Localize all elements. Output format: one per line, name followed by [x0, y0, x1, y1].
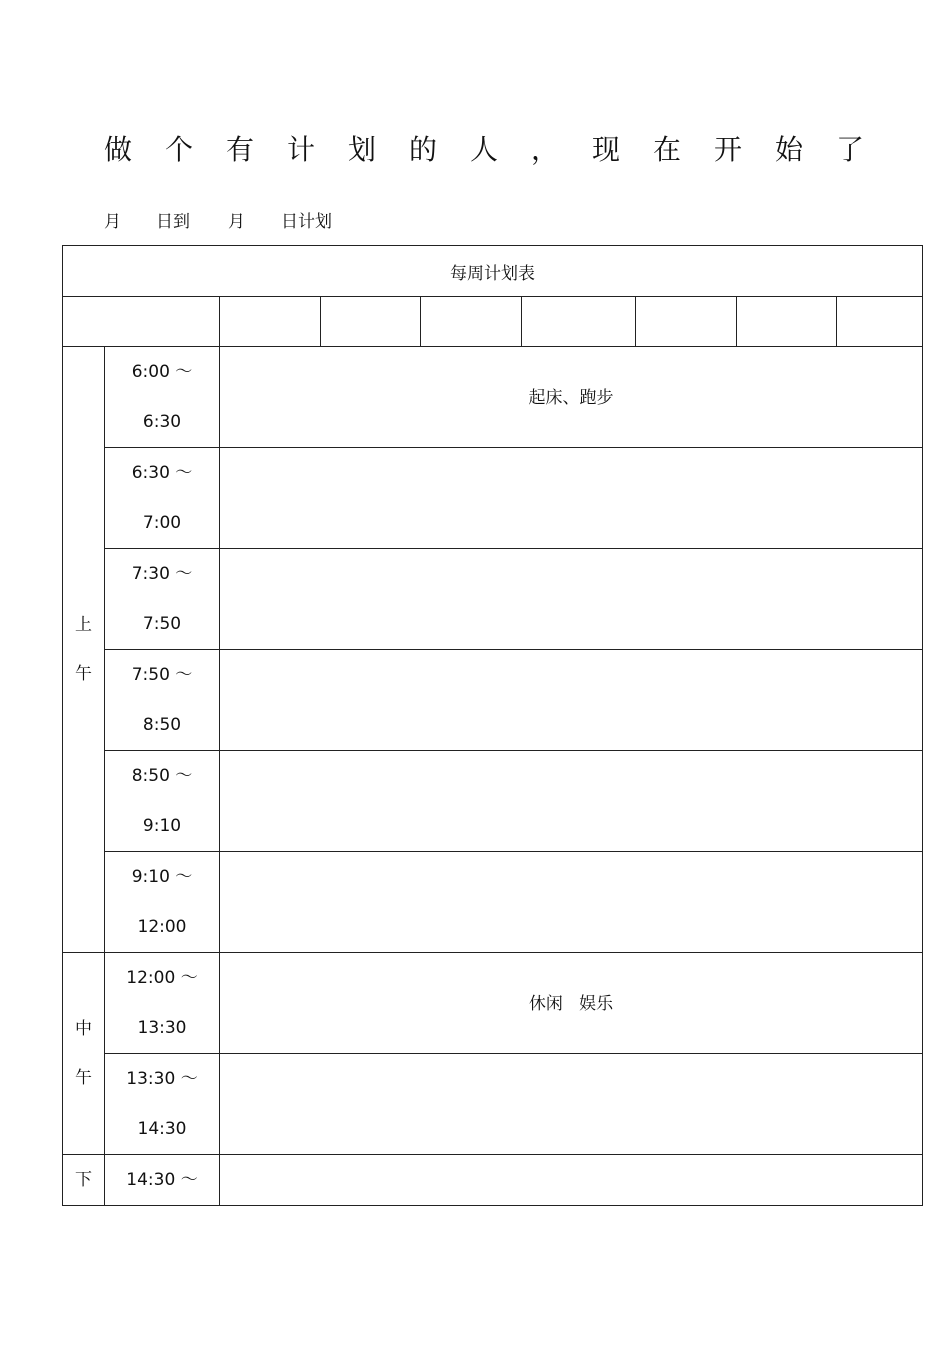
- day-header-cell[interactable]: [421, 297, 522, 347]
- date-day-to: 日到: [156, 212, 190, 232]
- activity-cell[interactable]: 起床、跑步: [220, 347, 923, 448]
- day-header-cell[interactable]: [837, 297, 923, 347]
- title-char: 始: [775, 133, 804, 166]
- title-char: 现: [592, 133, 621, 166]
- activity-cell[interactable]: [220, 852, 923, 953]
- time-slot: 6:30 ～ 7:00: [105, 448, 220, 549]
- title-char: 个: [165, 133, 194, 166]
- day-header-cell[interactable]: [321, 297, 421, 347]
- period-noon: 中 午: [63, 953, 105, 1155]
- title-char: 了: [836, 133, 865, 166]
- activity-cell[interactable]: [220, 1054, 923, 1155]
- title-char: 划: [348, 133, 377, 166]
- day-header-cell[interactable]: [636, 297, 737, 347]
- title-char: ，: [531, 133, 560, 166]
- time-slot: 9:10 ～ 12:00: [105, 852, 220, 953]
- date-day-plan: 日计划: [281, 212, 332, 232]
- activity-cell[interactable]: [220, 448, 923, 549]
- table-caption: 每周计划表: [63, 246, 923, 297]
- header-corner-cell[interactable]: [63, 297, 220, 347]
- title-char: 在: [653, 133, 682, 166]
- day-header-cell[interactable]: [220, 297, 321, 347]
- activity-cell[interactable]: [220, 1155, 923, 1206]
- activity-cell[interactable]: [220, 549, 923, 650]
- date-month-end: 月: [228, 212, 245, 232]
- title-char: 做: [104, 133, 133, 166]
- title-char: 人: [470, 133, 499, 166]
- day-header-cell[interactable]: [737, 297, 837, 347]
- page-title: [104, 128, 864, 168]
- weekly-plan-table: [62, 245, 923, 1206]
- time-slot: 12:00 ～ 13:30: [105, 953, 220, 1054]
- time-slot: 14:30 ～: [105, 1155, 220, 1206]
- period-afternoon: 下: [63, 1155, 105, 1206]
- time-slot: 7:50 ～ 8:50: [105, 650, 220, 751]
- activity-cell[interactable]: 休闲 娱乐: [220, 953, 923, 1054]
- time-slot: 7:30 ～ 7:50: [105, 549, 220, 650]
- title-char: 的: [409, 133, 438, 166]
- title-char: 有: [226, 133, 255, 166]
- time-slot: 13:30 ～ 14:30: [105, 1054, 220, 1155]
- title-char: 开: [714, 133, 743, 166]
- activity-cell[interactable]: [220, 650, 923, 751]
- title-char: 计: [287, 133, 316, 166]
- time-slot: 6:00 ～ 6:30: [105, 347, 220, 448]
- date-month-start: 月: [104, 212, 121, 232]
- day-header-cell[interactable]: [522, 297, 636, 347]
- period-morning: 上 午: [63, 347, 105, 953]
- activity-cell[interactable]: [220, 751, 923, 852]
- time-slot: 8:50 ～ 9:10: [105, 751, 220, 852]
